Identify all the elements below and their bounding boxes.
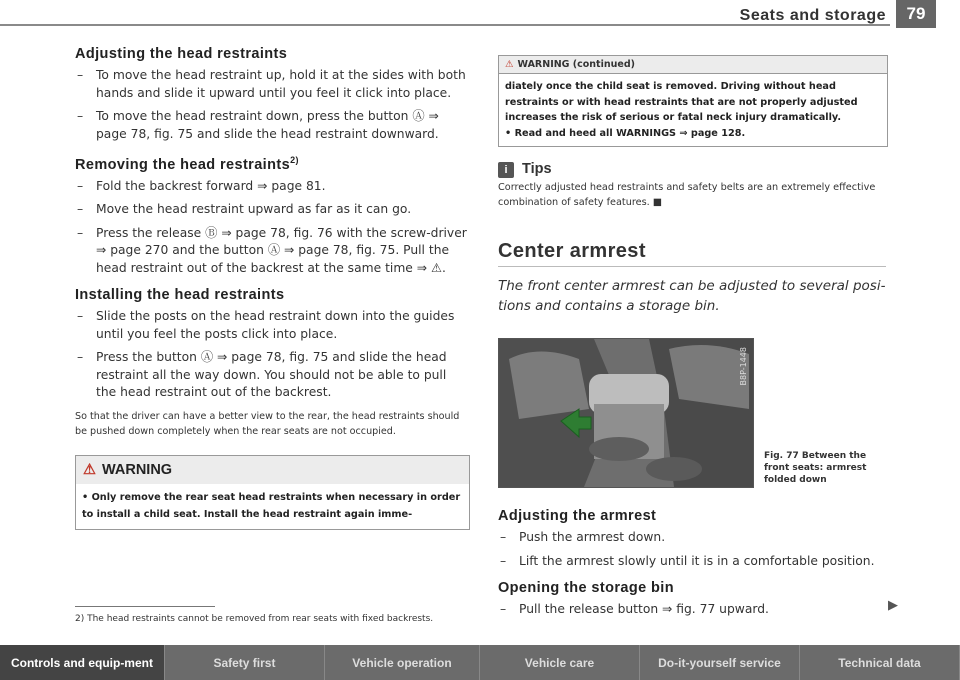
armrest-photo bbox=[498, 338, 754, 488]
figure-caption bbox=[764, 450, 879, 488]
armrest-steps bbox=[498, 529, 888, 570]
list-item: – To move the head restraint down, press the button Ⓐ ⇒ page 78, fig. 75 and slide the head restraint downward. bbox=[75, 108, 470, 143]
list-item: – Lift the armrest slowly until it is in a comfortable position. bbox=[498, 553, 888, 571]
warning-continued-text: diately once the child seat is removed. Driving without head restraints or with head restraints that are not properly adjusted increases the risk of serious or fatal neck injury dramatically. bbox=[505, 81, 858, 123]
warning-triangle-icon: ⚠ bbox=[83, 461, 96, 478]
tips-title: Tips bbox=[522, 161, 552, 177]
installing-steps bbox=[75, 308, 470, 402]
figure-caption-text: Between the front seats: armrest folded down bbox=[764, 451, 867, 485]
list-item: – Press the button Ⓐ ⇒ page 78, fig. 75 and slide the head restraint all the way down. You should not be able to pull the head restraint out of the backrest. bbox=[75, 349, 470, 402]
warning-text: • Only remove the rear seat head restraints when necessary in order to install a child seat. Install the head restraint again imme- bbox=[76, 484, 469, 529]
info-icon: i bbox=[498, 162, 514, 178]
armrest-illustration bbox=[499, 339, 753, 487]
installing-note: So that the driver can have a better view to the rear, the head restraints should be pushed down completely when the rear seats are not occupied. bbox=[75, 410, 460, 437]
section-title: Center armrest bbox=[498, 240, 646, 262]
footnote-marker: 2) bbox=[290, 155, 299, 165]
list-item: – Push the armrest down. bbox=[498, 529, 888, 547]
tips-heading bbox=[498, 161, 888, 178]
storage-steps bbox=[498, 601, 888, 619]
tab-safety-first[interactable]: Safety first bbox=[165, 645, 325, 680]
adjusting-heading: Adjusting the head restraints bbox=[75, 46, 288, 62]
section-rule bbox=[498, 266, 886, 267]
footnote: 2) The head restraints cannot be removed from rear seats with fixed backrests. bbox=[75, 614, 434, 624]
figure-code: B8P-1448 bbox=[739, 347, 748, 386]
left-column bbox=[75, 46, 470, 530]
footnote-rule bbox=[75, 606, 215, 607]
tips-text: Correctly adjusted head restraints and safety belts are an extremely effective combination of safety features. ■ bbox=[498, 182, 876, 208]
storage-heading: Opening the storage bin bbox=[498, 580, 674, 596]
tab-technical-data[interactable]: Technical data bbox=[800, 645, 960, 680]
tab-controls-equipment[interactable]: Controls and equip-ment bbox=[0, 645, 165, 680]
tab-vehicle-care[interactable]: Vehicle care bbox=[480, 645, 640, 680]
tab-diy-service[interactable]: Do-it-yourself service bbox=[640, 645, 800, 680]
list-item: – Slide the posts on the head restraint down into the guides until you feel the posts click into place. bbox=[75, 308, 470, 343]
continue-arrow-icon: ▶ bbox=[888, 598, 898, 613]
warning-title: WARNING bbox=[102, 461, 173, 478]
right-column bbox=[498, 55, 888, 625]
warning-triangle-icon: ⚠ bbox=[505, 59, 514, 70]
warning-continued-body bbox=[498, 73, 888, 147]
adjusting-steps bbox=[75, 67, 470, 143]
removing-heading-text: Removing the head restraints bbox=[75, 156, 291, 173]
page-number: 79 bbox=[896, 0, 936, 28]
tab-vehicle-operation[interactable]: Vehicle operation bbox=[325, 645, 480, 680]
section-lead: The front center armrest can be adjusted to several posi-tions and contains a storage bin. bbox=[498, 278, 886, 314]
page-header-title: Seats and storage bbox=[739, 7, 886, 24]
list-item: – To move the head restraint up, hold it at the sides with both hands and slide it upward until you feel it click into place. bbox=[75, 67, 470, 102]
list-item: – Pull the release button ⇒ fig. 77 upward. bbox=[498, 601, 888, 619]
list-item: – Press the release Ⓑ ⇒ page 78, fig. 76 with the screw-driver ⇒ page 270 and the button Ⓐ ⇒ page 78, fig. 75. Pull the head restraint out of the backrest at the same time ⇒ ⚠. bbox=[75, 225, 470, 278]
warning-continued-bullet: • Read and heed all WARNINGS ⇒ page 128. bbox=[505, 127, 746, 139]
removing-heading bbox=[75, 155, 470, 173]
figure-label: Fig. 77 bbox=[764, 451, 799, 461]
warning-box bbox=[75, 455, 470, 530]
warning-continued-title: WARNING (continued) bbox=[517, 59, 635, 70]
figure bbox=[498, 338, 888, 488]
list-item: – Move the head restraint upward as far as it can go. bbox=[75, 201, 470, 219]
list-item: – Fold the backrest forward ⇒ page 81. bbox=[75, 178, 470, 196]
armrest-heading: Adjusting the armrest bbox=[498, 508, 657, 524]
warning-continued-header bbox=[498, 55, 888, 73]
installing-heading: Installing the head restraints bbox=[75, 287, 285, 304]
warning-header bbox=[76, 456, 469, 484]
removing-steps bbox=[75, 178, 470, 278]
footer-nav bbox=[0, 645, 960, 680]
